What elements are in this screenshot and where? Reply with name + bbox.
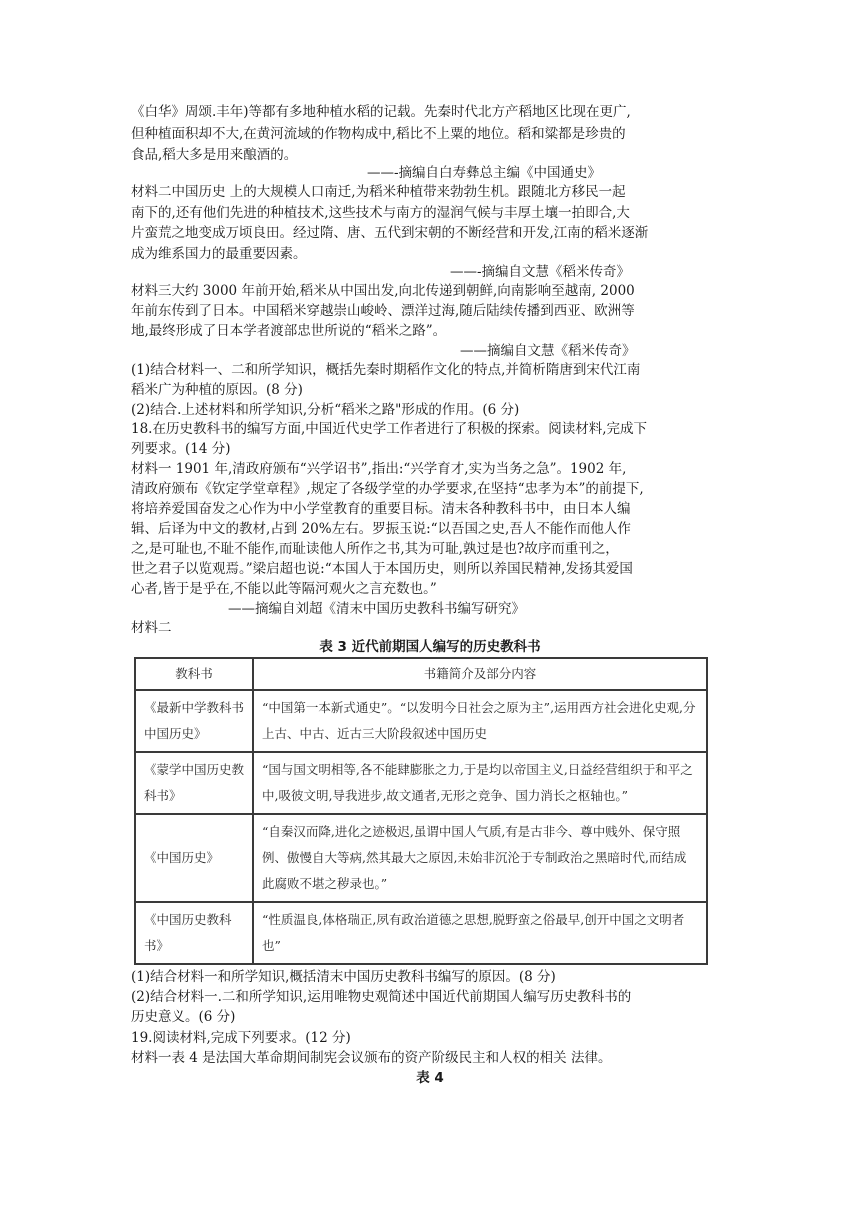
- text-line: 材料二: [131, 620, 172, 636]
- question-text: (1)结合材料一、二和所学知识，概括先秦时期稻作文化的特点,并简析隋唐到宋代江南: [131, 362, 641, 378]
- textbook-table: [134, 657, 708, 965]
- table-header-cell: 书籍简介及部分内容: [253, 658, 707, 690]
- text-line: 南下的,还有他们先进的种植技术,这些技术与南方的湿润气候与丰厚土壤一拍即合,大: [131, 205, 630, 221]
- text-line: 食品,稻大多是用来酿酒的。: [131, 147, 298, 163]
- textbook-title: 《中国历史》: [135, 814, 253, 902]
- source-citation: ——摘编自文慧《稻米传奇》: [460, 343, 636, 359]
- text-line: 将培养爱国奋发之心作为中小学堂教育的重要目标。清末各种教科书中，由日本人编: [131, 501, 631, 517]
- textbook-title: 《蒙学中国历史教科书》: [135, 752, 253, 814]
- source-citation: ——-摘编自文慧《稻米传奇》: [450, 264, 631, 280]
- text-line: 世之君子以览观焉。”梁启超也说:“本国人于本国历史，则所以养国民精神,发扬其爱国: [131, 561, 633, 577]
- question-text: (2)结合材料一.二和所学知识,运用唯物史观简述中国近代前期国人编写历史教科书的: [131, 989, 632, 1005]
- question-text: 列要求。(14 分): [131, 441, 231, 457]
- table-header-cell: 教科书: [135, 658, 253, 690]
- text-line: 辑、后译为中文的教材,占到 20%左右。罗振玉说:“以吾国之史,吾人不能作而他人作: [131, 521, 631, 537]
- table-caption: 表 3 近代前期国人编写的历史教科书: [319, 639, 541, 655]
- text-line: 心者,皆于是乎在,不能以此等隔河观火之言充数也。”: [131, 581, 437, 597]
- textbook-title: 《中国历史教科书》: [135, 902, 253, 964]
- table-row: [135, 902, 707, 964]
- text-line: 清政府颁布《钦定学堂章程》,规定了各级学堂的办学要求,在坚持“忠孝为本”的前提下,: [131, 481, 644, 497]
- text-line: 年前东传到了日本。中国稻米穿越崇山峻岭、漂洋过海,随后陆续传播到西亚、欧洲等: [131, 303, 635, 319]
- question-text: (1)结合材料一和所学知识,概括清末中国历史教科书编写的原因。(8 分): [131, 969, 556, 985]
- table-caption: 表 4: [416, 1070, 444, 1086]
- text-line: 地,最终形成了日本学者渡部忠世所说的“稻米之路”。: [131, 323, 447, 339]
- textbook-title: 《最新中学教科书中国历史》: [135, 690, 253, 752]
- textbook-description: “国与国文明相等,各不能肆膨胀之力,于是均以帝国主义,日益经营组织于和平之中,吸彼文明,导我进步,故文通者,无形之竞争、国力消长之枢轴也。”: [253, 752, 707, 814]
- question-text: 18.在历史教科书的编写方面,中国近代史学工作者进行了积极的探索。阅读材料,完成下: [131, 421, 648, 437]
- text-line: 《白华》周颂.丰年)等都有多地种植水稻的记载。先秦时代北方产稻地区比现在更广,: [131, 104, 631, 120]
- table-row: [135, 752, 707, 814]
- text-line: 材料二中国历史 上的大规模人口南迁,为稻米种植带来勃勃生机。跟随北方移民一起: [131, 184, 626, 200]
- question-text: (2)结合.上述材料和所学知识,分析“稻米之路"形成的作用。(6 分): [131, 402, 520, 418]
- textbook-description: “中国第一本新式通史”。“以发明今日社会之原为主”,运用西方社会进化史观,分上古、中古、近古三大阶段叙述中国历史: [253, 690, 707, 752]
- question-text: 历史意义。(6 分): [131, 1009, 236, 1025]
- textbook-description: “自秦汉而降,进化之迹极迟,虽谓中国人气质,有是古非今、尊中贱外、保守照例、傲慢自大等病,然其最大之原因,未始非沉沦于专制政治之黑暗时代,而结成此腐败不堪之秽录也。”: [253, 814, 707, 902]
- textbook-description: “性质温良,体格瑞正,夙有政治道德之思想,脱野蛮之俗最早,创开中国之文明者也”: [253, 902, 707, 964]
- source-citation: ——摘编自刘超《清末中国历史教科书编写研究》: [228, 601, 525, 617]
- table-header-row: [135, 658, 707, 690]
- question-text: 稻米广为种植的原因。(8 分): [131, 382, 303, 398]
- source-citation: ——-摘编自白寿彝总主编《中国通史》: [367, 165, 602, 181]
- text-line: 片蛮荒之地变成万顷良田。经过隋、唐、五代到宋朝的不断经营和开发,江南的稻米逐渐: [131, 225, 649, 241]
- text-line: 之,是可耻也,不耻不能作,而耻读他人所作之书,其为可耻,孰过是也?故序而重刊之，: [131, 541, 619, 557]
- text-line: 材料一表 4 是法国大革命期间制宪会议颁布的资产阶级民主和人权的相关 法律。: [131, 1050, 612, 1066]
- table-row: [135, 814, 707, 902]
- text-line: 材料一 1901 年,清政府颁布“兴学诏书”,指出:“兴学育才,实为当务之急”。1902 年,: [131, 461, 627, 477]
- text-line: 材料三大约 3000 年前开始,稻米从中国出发,向北传递到朝鲜,向南影响至越南, 2000: [131, 283, 635, 299]
- text-line: 但种植面积却不大,在黄河流域的作物构成中,稻比不上粟的地位。稻和粱都是珍贵的: [131, 126, 626, 142]
- text-line: 成为维系国力的最重要因素。: [131, 246, 307, 262]
- table-row: [135, 690, 707, 752]
- question-text: 19.阅读材料,完成下列要求。(12 分): [131, 1030, 351, 1046]
